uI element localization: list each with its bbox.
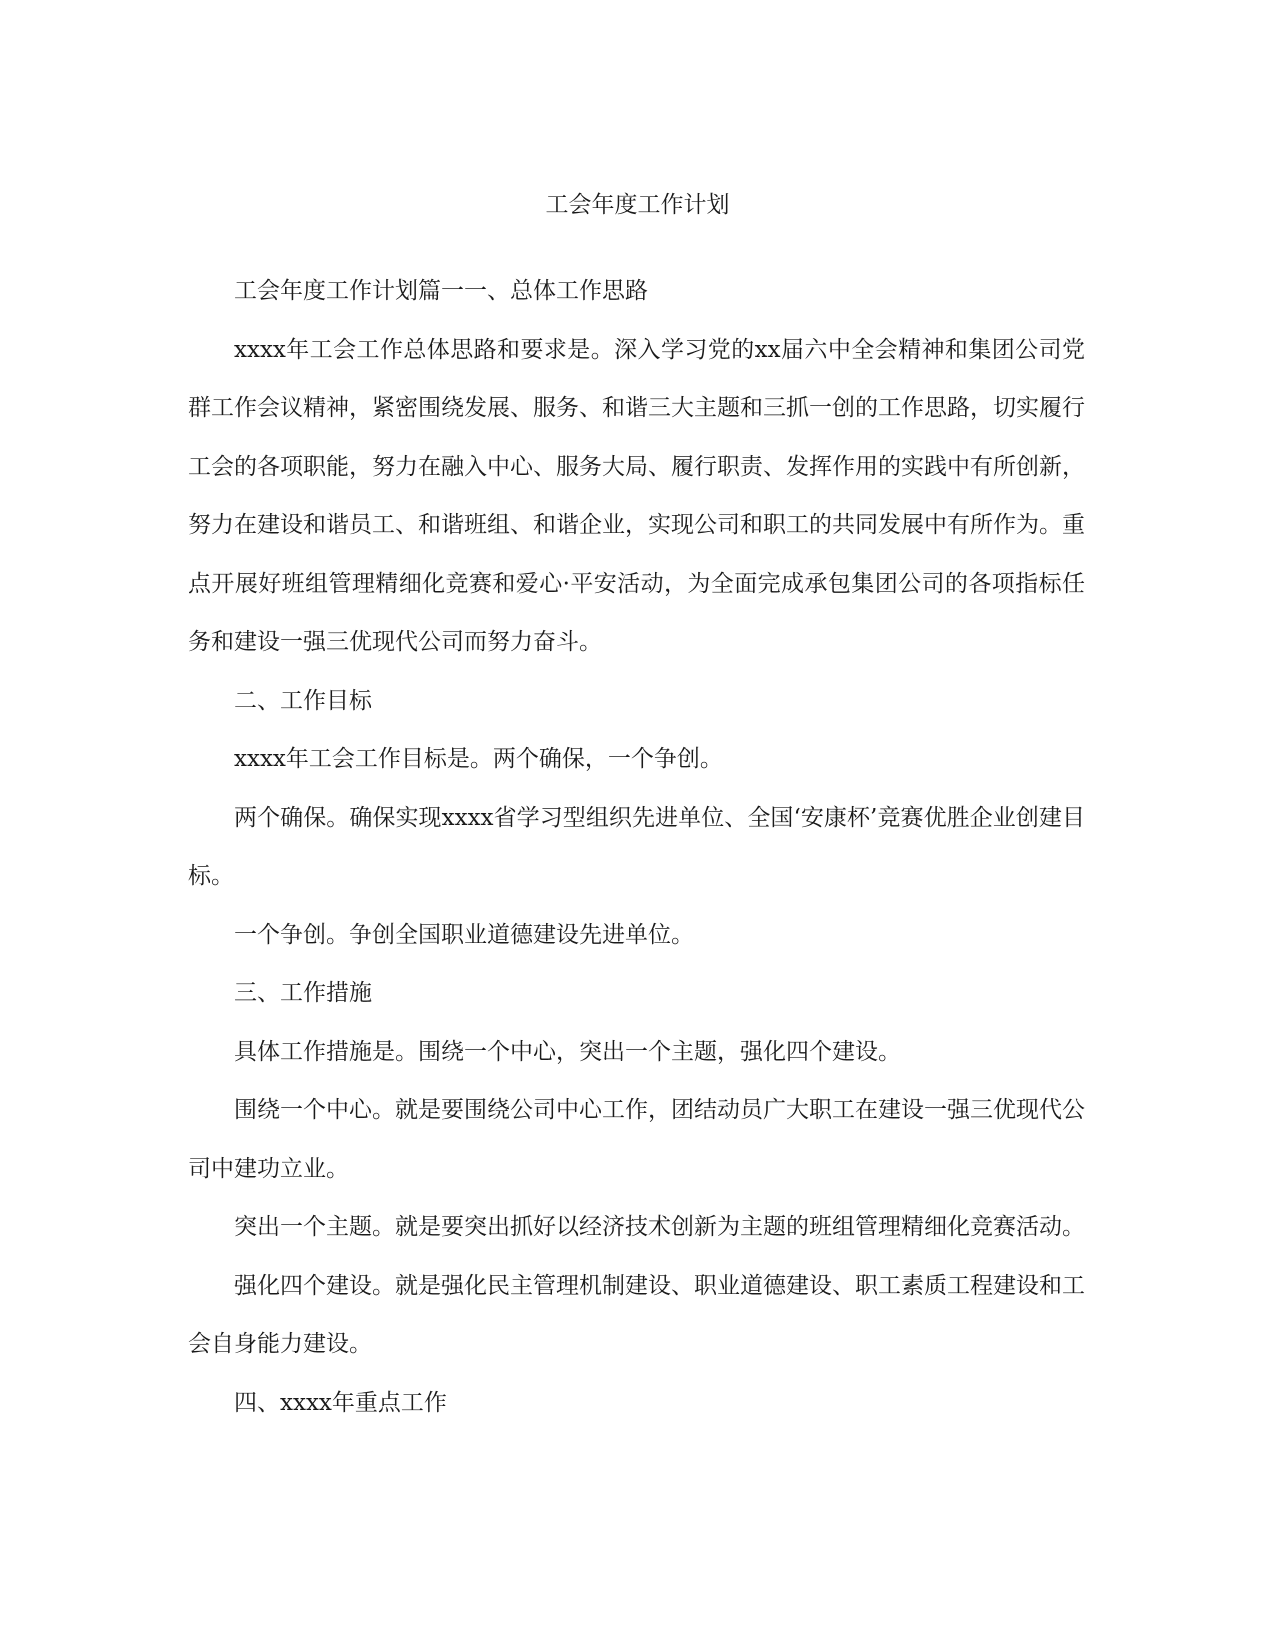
paragraph-section-two-heading: 二、工作目标 — [234, 687, 372, 714]
paragraph-section-four-heading: 四、xxxx年重点工作 — [234, 1389, 447, 1416]
paragraph-one-center: 围绕一个中心。就是要围绕公司中心工作，团结动员广大职工在建设一强三优现代公司中建功立业。 — [188, 1097, 1085, 1182]
paragraph-one-theme: 突出一个主题。就是要突出抓好以经济技术创新为主题的班组管理精细化竞赛活动。 — [234, 1214, 1085, 1240]
paragraph-overall-approach: xxxx年工会工作总体思路和要求是。深入学习党的xx届六中全会精神和集团公司党群工作会议精神，紧密围绕发展、服务、和谐三大主题和三抓一创的工作思路，切实履行工会的各项职能，努力在融入中心、服务大局、履行职责、发挥作用的实践中有所创新，努力在建设和谐员工、和谐班组、和谐企业，实现公司和职工的共同发展中有所作为。重点开展好班组管理精细化竞赛和爱心·平安活动，为全面完成承包集团公司的各项指标任务和建设一强三优现代公司而努力奋斗。 — [188, 336, 1085, 655]
paragraph-measures-summary: 具体工作措施是。围绕一个中心，突出一个主题，强化四个建设。 — [234, 1038, 901, 1065]
paragraph-two-ensures: 两个确保。确保实现xxxx省学习型组织先进单位、全国‘安康杯’竞赛优胜企业创建目标。 — [188, 804, 1085, 889]
document-body — [188, 262, 1085, 1432]
paragraph-one-strive: 一个争创。争创全国职业道德建设先进单位。 — [234, 921, 694, 948]
paragraph-four-constructions: 强化四个建设。就是强化民主管理机制建设、职业道德建设、职工素质工程建设和工会自身能力建设。 — [188, 1272, 1085, 1357]
paragraph-work-goal: xxxx年工会工作目标是。两个确保，一个争创。 — [234, 746, 723, 772]
paragraph-section-three-heading: 三、工作措施 — [234, 980, 372, 1006]
paragraph-section-one-heading: 工会年度工作计划篇一一、总体工作思路 — [234, 278, 648, 304]
document-title: 工会年度工作计划 — [545, 192, 730, 218]
